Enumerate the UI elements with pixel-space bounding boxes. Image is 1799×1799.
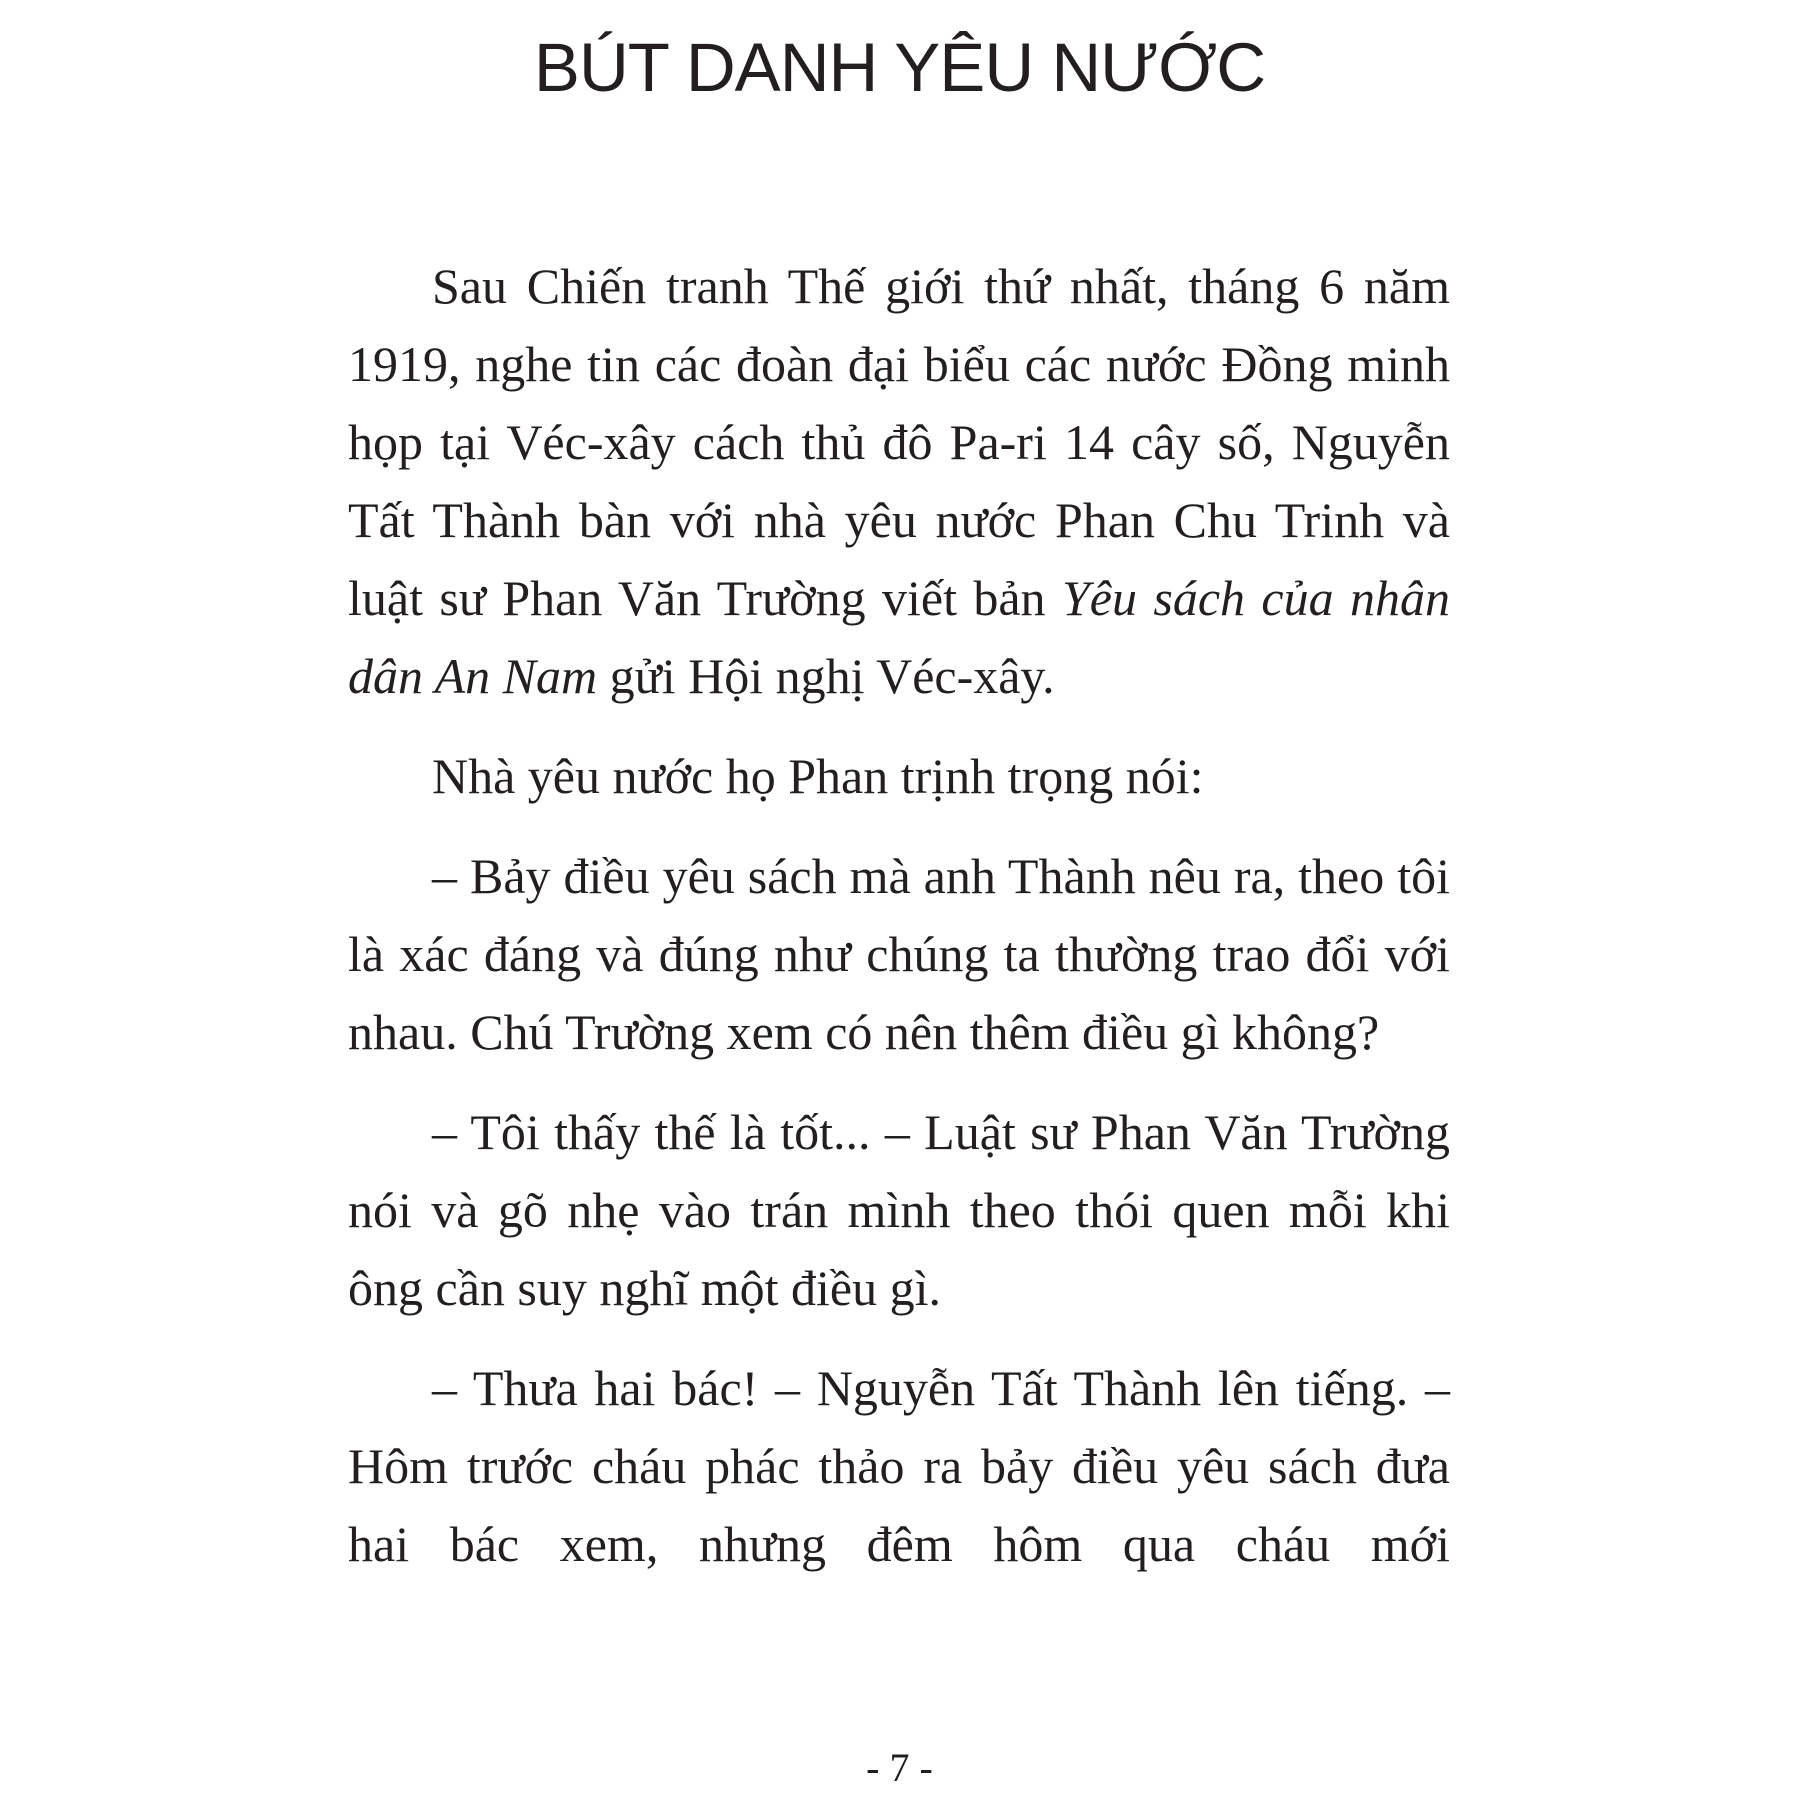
paragraph-5: – Thưa hai bác! – Nguyễn Tất Thành lên tiếng. – Hôm trước cháu phác thảo ra bảy điều yêu sách đưa hai bác xem, nhưng đêm hôm qua cháu mới	[348, 1360, 1450, 1572]
paragraph-1-text-after: gửi Hội nghị Véc-xây.	[597, 648, 1055, 704]
paragraph-1-italic-title: Yêu sách của nhân dân An Nam	[348, 570, 1451, 704]
paragraph-4: – Tôi thấy thế là tốt... – Luật sư Phan Văn Trường nói và gõ nhẹ vào trán mình theo thói quen mỗi khi ông cần suy nghĩ một điều gì.	[348, 1104, 1450, 1316]
paragraph-1-text-before: Sau Chiến tranh Thế giới thứ nhất, tháng 6 năm 1919, nghe tin các đoàn đại biểu các nước Đồng minh họp tại Véc-xây cách thủ đô Pa-ri 14 cây số, Nguyễn Tất Thành bàn với nhà yêu nước Phan Chu Trinh và luật sư Phan Văn Trường viết bản	[348, 258, 1450, 626]
body-text	[348, 247, 1450, 1583]
page-number: - 7 -	[866, 1745, 933, 1790]
paragraph-2: Nhà yêu nước họ Phan trịnh trọng nói:	[432, 748, 1204, 804]
chapter-title: BÚT DANH YÊU NƯỚC	[533, 29, 1266, 106]
paragraph-3: – Bảy điều yêu sách mà anh Thành nêu ra, theo tôi là xác đáng và đúng như chúng ta thường trao đổi với nhau. Chú Trường xem có nên thêm điều gì không?	[348, 848, 1450, 1060]
paragraph-1	[348, 247, 1450, 715]
